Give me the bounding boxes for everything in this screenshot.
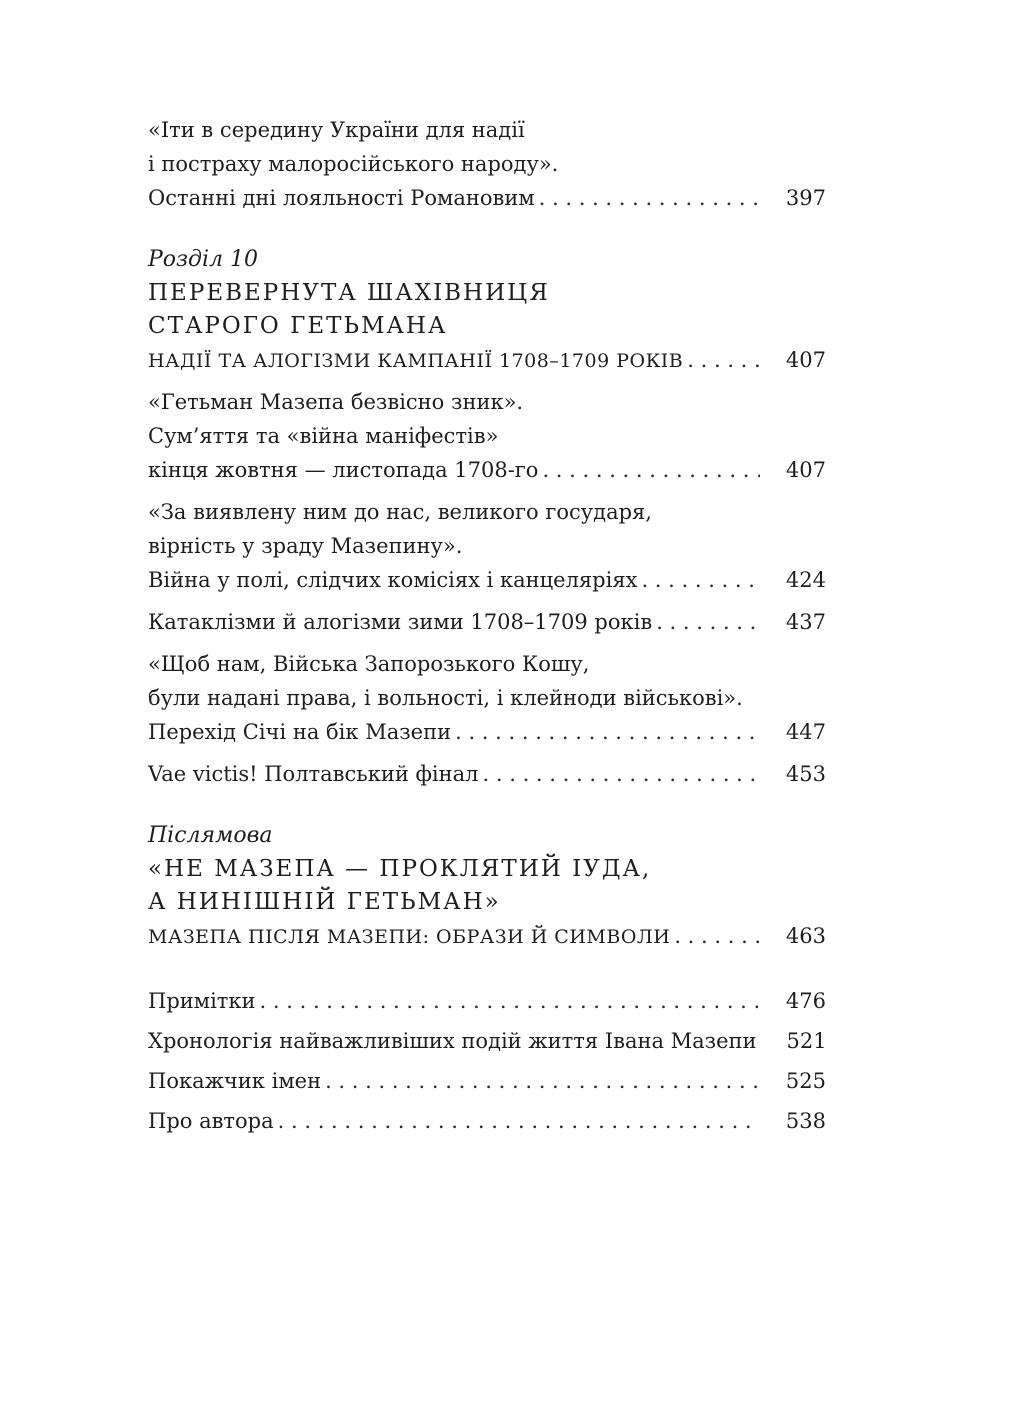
toc-entry-line: Сум’яття та «війна маніфестів» [148,424,499,448]
toc-entry[interactable] [148,495,826,597]
chapter-label: Розділ 10 [148,247,259,272]
dot-leader [687,343,760,377]
back-matter-item[interactable] [148,981,826,1021]
chapter-title-line: СТАРОГО ГЕТЬМАНА [148,313,448,339]
afterword-subtitle: МАЗЕПА ПІСЛЯ МАЗЕПИ: ОБРАЗИ Й СИМВОЛИ [148,926,671,948]
toc-entry-line: «За виявлену ним до нас, великого государя, [148,500,652,524]
afterword-title-line: «НЕ МАЗЕПА — ПРОКЛЯТИЙ ІУДА, [148,856,652,882]
toc-page-number: 521 [786,1029,827,1053]
toc-page-number: 453 [785,762,826,786]
chapter-title-line: ПЕРЕВЕРНУТА ШАХІВНИЦЯ [148,280,550,306]
dot-leader [674,919,760,953]
chapter-subtitle: НАДІЇ ТА АЛОГІЗМИ КАМПАНІЇ 1708–1709 РОКІВ [148,350,684,372]
toc-entry[interactable] [148,757,826,791]
toc-entry-title: Про автора [148,1109,274,1133]
back-matter [148,981,826,1141]
toc-page-number: 397 [785,186,826,210]
afterword-label: Післямова [148,823,273,848]
afterword-title-line: А НИНІШНІЙ ГЕТЬМАН» [148,889,501,915]
table-of-contents [148,113,826,1141]
back-matter-item[interactable] [148,1021,826,1061]
toc-entry-line: були надані права, і вольності, і клейноди військові». [148,686,743,710]
toc-entry-title: Катаклізми й алогізми зими 1708–1709 років [148,610,653,634]
toc-page-number: 476 [785,989,826,1013]
toc-entry-line: «Іти в середину України для надії [148,118,525,142]
dot-leader [539,181,760,215]
toc-page-number: 463 [785,924,826,948]
toc-entry-title: Війна у полі, слідчих комісіях і канцеляріях [148,568,638,592]
toc-page-number: 407 [785,348,826,372]
chapter-10 [148,243,826,791]
back-matter-item[interactable] [148,1061,826,1101]
toc-entry-title: Примітки [148,989,256,1013]
dot-leader [455,715,760,749]
toc-entry-title: кінця жовтня — листопада 1708-го [148,458,539,482]
toc-page-number: 525 [785,1069,826,1093]
toc-entry-title: Перехід Січі на бік Мазепи [148,720,452,744]
dot-leader [656,605,760,639]
afterword-subtitle-entry[interactable] [148,919,826,953]
toc-page-number: 424 [785,568,826,592]
dot-leader [641,563,760,597]
dot-leader [542,453,760,487]
toc-entry-title: Останні дні лояльності Романовим [148,186,535,210]
toc-entry-intro[interactable] [148,113,826,215]
afterword [148,819,826,953]
dot-leader [325,1061,760,1101]
toc-entry[interactable] [148,647,826,749]
toc-page-number: 447 [785,720,826,744]
toc-entry-line: вірність у зраду Мазепину». [148,534,463,558]
chapter-subtitle-entry[interactable] [148,343,826,377]
dot-leader [483,757,760,791]
toc-entry[interactable] [148,605,826,639]
toc-entry-title: Vae victis! Полтавський фінал [148,762,479,786]
toc-page-number: 407 [785,458,826,482]
toc-entry[interactable] [148,385,826,487]
toc-page-number: 538 [785,1109,826,1133]
dot-leader [278,1101,760,1141]
toc-page-number: 437 [785,610,826,634]
back-matter-item[interactable] [148,1101,826,1141]
dot-leader [260,981,760,1021]
toc-entry-title: Хронологія найважливіших подій життя Івана Мазепи [148,1029,757,1053]
toc-entry-line: «Гетьман Мазепа безвісно зник». [148,390,524,414]
toc-entry-line: «Щоб нам, Війська Запорозького Кошу, [148,652,590,676]
toc-entry-line: і постраху малоросійського народу». [148,152,559,176]
toc-entry-title: Покажчик імен [148,1069,322,1093]
